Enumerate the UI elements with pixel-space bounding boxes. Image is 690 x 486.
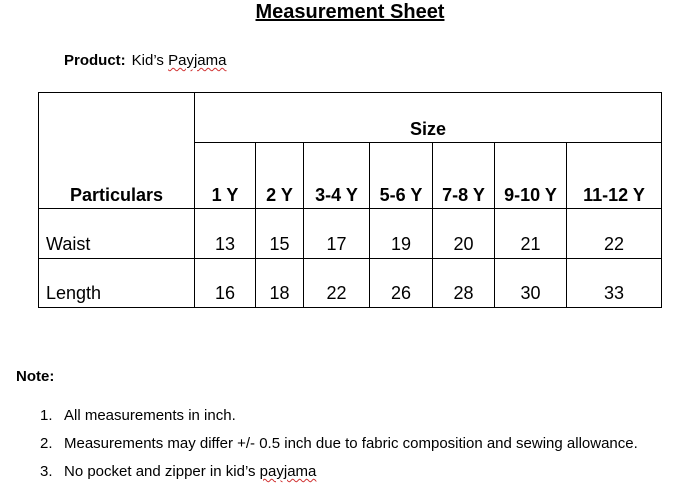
notes-list (40, 402, 638, 486)
table-cell: 22 (567, 209, 662, 259)
product-value (132, 52, 227, 69)
table-cell: 13 (195, 209, 256, 259)
measurement-table (38, 92, 662, 308)
note-number: 1. (40, 407, 53, 424)
size-header: Size (195, 93, 662, 143)
product-value-word: Payjama (168, 52, 227, 69)
list-item (40, 458, 638, 486)
size-col-9-10y: 9-10 Y (495, 143, 567, 209)
list-item (40, 430, 638, 458)
table-cell: 21 (495, 209, 567, 259)
particulars-header: Particulars (39, 93, 195, 209)
table-row (39, 259, 662, 308)
note-text: All measurements in inch. (64, 407, 236, 424)
table-row (39, 209, 662, 259)
size-col-11-12y: 11-12 Y (567, 143, 662, 209)
table-cell: 22 (304, 259, 370, 308)
document-title: Measurement Sheet (255, 1, 445, 23)
list-item (40, 402, 638, 430)
table-cell: 16 (195, 259, 256, 308)
note-text: Measurements may differ +/- 0.5 inch due to fabric composition and sewing allowance. (64, 435, 638, 452)
table-cell: 15 (256, 209, 304, 259)
table-cell: 33 (567, 259, 662, 308)
row-label-waist: Waist (39, 209, 195, 259)
product-value-prefix: Kid’s (131, 52, 169, 69)
table-cell: 17 (304, 209, 370, 259)
table-cell: 28 (433, 259, 495, 308)
size-col-2y: 2 Y (256, 143, 304, 209)
note-title: Note: (16, 368, 55, 385)
note-number: 2. (40, 435, 53, 452)
table-cell: 26 (370, 259, 433, 308)
product-line (64, 52, 226, 70)
table-cell: 18 (256, 259, 304, 308)
note-text-word: payjama (259, 463, 317, 480)
table-cell: 30 (495, 259, 567, 308)
note-text: No pocket and zipper in kid’s (64, 463, 260, 480)
size-col-5-6y: 5-6 Y (370, 143, 433, 209)
note-number: 3. (40, 463, 53, 480)
table-cell: 20 (433, 209, 495, 259)
product-label: Product: (64, 52, 126, 69)
size-col-7-8y: 7-8 Y (433, 143, 495, 209)
row-label-length: Length (39, 259, 195, 308)
size-header-row (39, 93, 662, 143)
size-col-1y: 1 Y (195, 143, 256, 209)
table-cell: 19 (370, 209, 433, 259)
size-col-3-4y: 3-4 Y (304, 143, 370, 209)
